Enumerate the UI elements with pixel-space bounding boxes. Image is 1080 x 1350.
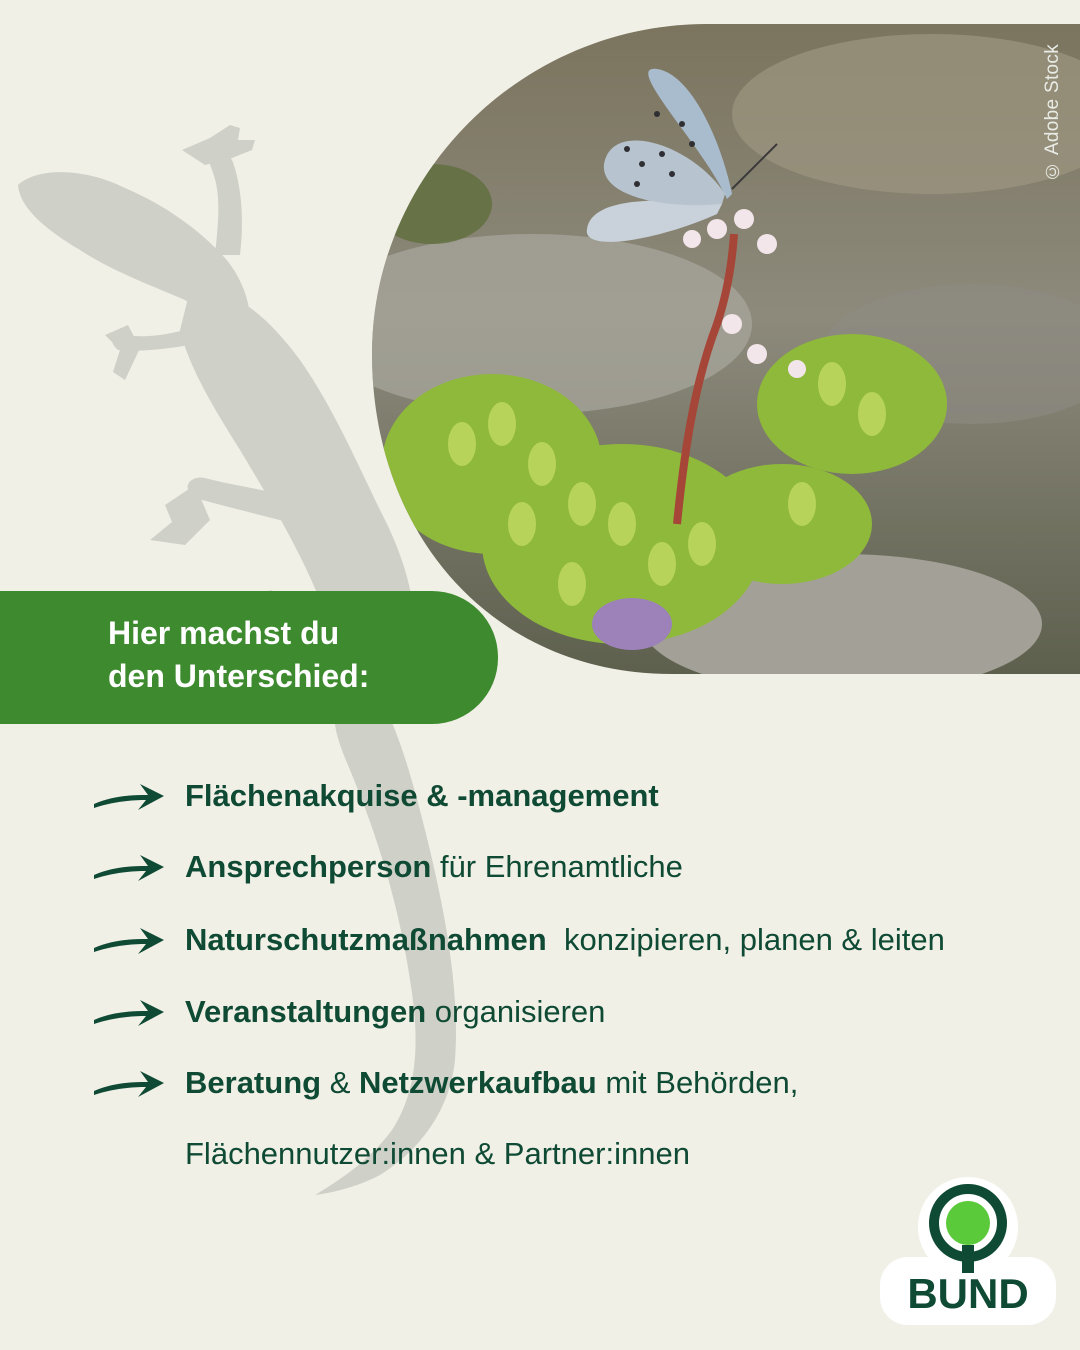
bund-logo: [880, 1175, 1056, 1325]
list-item-text: Ansprechperson für Ehrenamtliche: [185, 849, 683, 884]
list-item: [92, 776, 659, 816]
list-item: [92, 847, 683, 887]
arrow-icon: [92, 1065, 166, 1101]
butterfly-photo: [372, 24, 1080, 674]
list-item: [92, 1063, 798, 1103]
list-item-text: Veranstaltungen organisieren: [185, 994, 606, 1029]
arrow-icon: [92, 778, 166, 814]
bund-logo-text: BUND: [907, 1270, 1029, 1317]
headline-line-2: den Unterschied:: [108, 657, 370, 694]
headline: [108, 612, 369, 697]
list-item: [92, 920, 945, 960]
list-item-text: Beratung & Netzwerkaufbau mit Behörden,: [185, 1065, 799, 1100]
list-item: [92, 992, 605, 1032]
list-item-text: Flächenakquise & -management: [185, 778, 659, 813]
photo-credit: © Adobe Stock: [1042, 44, 1063, 181]
arrow-icon: [92, 849, 166, 885]
arrow-icon: [92, 922, 166, 958]
headline-line-1: Hier machst du: [108, 615, 340, 651]
list-item-continuation: Flächennutzer:innen & Partner:innen: [185, 1136, 690, 1171]
arrow-icon: [92, 994, 166, 1030]
list-item-text: Naturschutzmaßnahmen konzipieren, planen & leiten: [185, 922, 945, 957]
